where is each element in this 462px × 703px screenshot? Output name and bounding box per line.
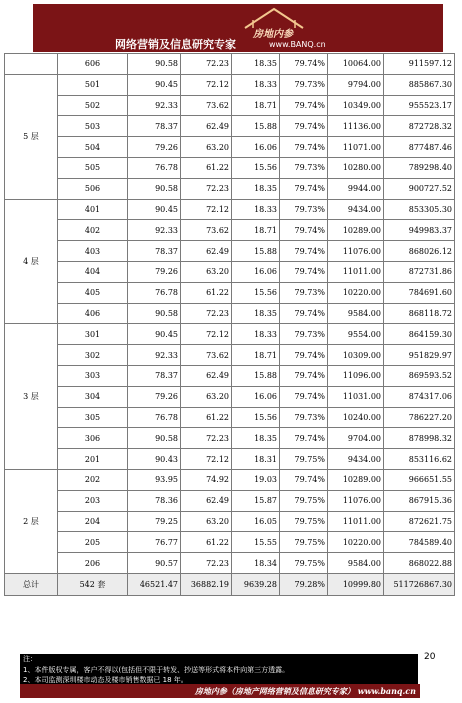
value-cell: 79.74% [280,95,328,116]
value-cell: 18.35 [232,428,280,449]
value-cell: 73.62 [181,220,232,241]
value-cell: 79.74% [280,116,328,137]
value-cell: 18.31 [232,449,280,470]
value-cell: 15.88 [232,241,280,262]
value-cell: 11071.00 [328,137,384,158]
total-value: 36882.19 [181,573,232,595]
room-cell: 203 [58,490,128,511]
value-cell: 878998.32 [384,428,455,449]
value-cell: 864159.30 [384,324,455,345]
room-cell: 404 [58,261,128,282]
value-cell: 15.88 [232,365,280,386]
room-cell: 504 [58,137,128,158]
room-cell: 401 [58,199,128,220]
value-cell: 872731.86 [384,261,455,282]
value-cell: 72.23 [181,178,232,199]
table-row [5,407,455,428]
room-cell: 306 [58,428,128,449]
brand-logo [239,6,439,50]
value-cell: 15.56 [232,157,280,178]
value-cell: 90.43 [128,449,181,470]
value-cell: 11076.00 [328,241,384,262]
value-cell: 72.23 [181,553,232,574]
value-cell: 10289.00 [328,220,384,241]
floor-cell [5,54,58,75]
value-cell: 61.22 [181,532,232,553]
value-cell: 868022.88 [384,553,455,574]
total-label: 总计 [5,573,58,595]
value-cell: 76.78 [128,407,181,428]
value-cell: 79.74% [280,345,328,366]
value-cell: 911597.12 [384,54,455,75]
notes-title: 注： [23,655,37,663]
table-row [5,74,455,95]
value-cell: 10349.00 [328,95,384,116]
value-cell: 853305.30 [384,199,455,220]
value-cell: 92.33 [128,95,181,116]
value-cell: 11011.00 [328,261,384,282]
value-cell: 16.05 [232,511,280,532]
room-cell: 303 [58,365,128,386]
value-cell: 874317.06 [384,386,455,407]
page-number: 20 [424,652,436,662]
value-cell: 79.74% [280,428,328,449]
value-cell: 79.74% [280,261,328,282]
value-cell: 16.06 [232,261,280,282]
value-cell: 72.12 [181,199,232,220]
value-cell: 15.88 [232,116,280,137]
value-cell: 79.26 [128,137,181,158]
value-cell: 15.55 [232,532,280,553]
value-cell: 79.26 [128,261,181,282]
value-cell: 9794.00 [328,74,384,95]
room-cell: 405 [58,282,128,303]
value-cell: 10064.00 [328,54,384,75]
value-cell: 18.71 [232,95,280,116]
room-cell: 301 [58,324,128,345]
value-cell: 10280.00 [328,157,384,178]
value-cell: 18.35 [232,54,280,75]
value-cell: 885867.30 [384,74,455,95]
value-cell: 18.33 [232,324,280,345]
table-row [5,54,455,75]
value-cell: 955523.17 [384,95,455,116]
value-cell: 10220.00 [328,532,384,553]
floor-cell: 4 层 [5,199,58,324]
value-cell: 784691.60 [384,282,455,303]
value-cell: 9554.00 [328,324,384,345]
value-cell: 78.37 [128,365,181,386]
total-value: 542 套 [58,573,128,595]
room-cell: 606 [58,54,128,75]
value-cell: 72.23 [181,303,232,324]
table-row [5,490,455,511]
value-cell: 872621.75 [384,511,455,532]
header-title: 网络营销及信息研究专家 [115,38,236,51]
value-cell: 11096.00 [328,365,384,386]
total-row [5,573,455,595]
value-cell: 10240.00 [328,407,384,428]
value-cell: 15.87 [232,490,280,511]
table-row [5,386,455,407]
value-cell: 11136.00 [328,116,384,137]
floor-cell: 2 层 [5,469,58,573]
table-row [5,116,455,137]
value-cell: 15.56 [232,407,280,428]
floor-cell: 3 层 [5,324,58,470]
value-cell: 79.73% [280,407,328,428]
value-cell: 79.75% [280,511,328,532]
value-cell: 73.62 [181,95,232,116]
value-cell: 63.20 [181,511,232,532]
total-value: 10999.80 [328,573,384,595]
value-cell: 92.33 [128,220,181,241]
table-row [5,469,455,490]
value-cell: 19.03 [232,469,280,490]
value-cell: 79.26 [128,386,181,407]
value-cell: 79.74% [280,137,328,158]
value-cell: 90.45 [128,324,181,345]
page-header [33,4,443,52]
value-cell: 78.37 [128,241,181,262]
value-cell: 949983.37 [384,220,455,241]
table-row [5,282,455,303]
value-cell: 18.35 [232,178,280,199]
total-value: 46521.47 [128,573,181,595]
table-row [5,532,455,553]
value-cell: 79.74% [280,241,328,262]
value-cell: 11076.00 [328,490,384,511]
value-cell: 16.06 [232,137,280,158]
value-cell: 79.75% [280,532,328,553]
value-cell: 79.74% [280,469,328,490]
value-cell: 79.75% [280,490,328,511]
table-row [5,553,455,574]
room-cell: 503 [58,116,128,137]
value-cell: 79.73% [280,324,328,345]
value-cell: 868118.72 [384,303,455,324]
value-cell: 877487.46 [384,137,455,158]
value-cell: 72.23 [181,428,232,449]
room-cell: 202 [58,469,128,490]
value-cell: 73.62 [181,345,232,366]
value-cell: 789298.40 [384,157,455,178]
value-cell: 9584.00 [328,303,384,324]
value-cell: 18.34 [232,553,280,574]
room-cell: 305 [58,407,128,428]
table-row [5,511,455,532]
value-cell: 72.12 [181,324,232,345]
value-cell: 951829.97 [384,345,455,366]
value-cell: 11031.00 [328,386,384,407]
table-row [5,449,455,470]
room-cell: 501 [58,74,128,95]
table-row [5,365,455,386]
room-cell: 205 [58,532,128,553]
room-cell: 402 [58,220,128,241]
value-cell: 79.74% [280,178,328,199]
table-row [5,303,455,324]
value-cell: 62.49 [181,490,232,511]
room-cell: 502 [58,95,128,116]
table-row [5,324,455,345]
value-cell: 9434.00 [328,199,384,220]
value-cell: 79.25 [128,511,181,532]
room-cell: 304 [58,386,128,407]
value-cell: 853116.62 [384,449,455,470]
table-row [5,428,455,449]
value-cell: 9434.00 [328,449,384,470]
value-cell: 872728.32 [384,116,455,137]
value-cell: 61.22 [181,407,232,428]
value-cell: 867915.36 [384,490,455,511]
value-cell: 76.77 [128,532,181,553]
table-row [5,137,455,158]
value-cell: 79.74% [280,220,328,241]
value-cell: 79.74% [280,365,328,386]
value-cell: 10220.00 [328,282,384,303]
note-line-2: 2、本司监测深圳楼市动态及楼市销售数据已 18 年。 [23,676,188,684]
value-cell: 76.78 [128,157,181,178]
value-cell: 72.12 [181,449,232,470]
table-row [5,220,455,241]
table-row [5,157,455,178]
note-line-1: 1、本件版权专属，客户不得以(包括但不限于转发、抄送等形式将本件向第三方透露。 [23,665,290,674]
value-cell: 90.58 [128,428,181,449]
value-cell: 62.49 [181,365,232,386]
table-row [5,241,455,262]
value-cell: 90.45 [128,199,181,220]
value-cell: 18.71 [232,345,280,366]
value-cell: 18.35 [232,303,280,324]
value-cell: 79.75% [280,449,328,470]
page-footer: 房地内参（房地产网络营销及信息研究专家） www.banq.cn [20,684,420,698]
value-cell: 76.78 [128,282,181,303]
value-cell: 79.75% [280,553,328,574]
value-cell: 10309.00 [328,345,384,366]
value-cell: 90.45 [128,74,181,95]
room-cell: 204 [58,511,128,532]
value-cell: 61.22 [181,157,232,178]
floor-cell: 5 层 [5,74,58,199]
value-cell: 90.58 [128,178,181,199]
value-cell: 79.73% [280,282,328,303]
value-cell: 16.06 [232,386,280,407]
table-row [5,261,455,282]
value-cell: 79.74% [280,54,328,75]
value-cell: 900727.52 [384,178,455,199]
value-cell: 868026.12 [384,241,455,262]
value-cell: 78.36 [128,490,181,511]
value-cell: 966651.55 [384,469,455,490]
value-cell: 10289.00 [328,469,384,490]
table-row [5,178,455,199]
logo-text: 房地内参 [253,29,293,40]
value-cell: 72.12 [181,74,232,95]
value-cell: 62.49 [181,241,232,262]
value-cell: 9584.00 [328,553,384,574]
total-value: 511726867.30 [384,573,455,595]
total-value: 9639.28 [232,573,280,595]
value-cell: 9704.00 [328,428,384,449]
value-cell: 786227.20 [384,407,455,428]
room-cell: 505 [58,157,128,178]
room-cell: 406 [58,303,128,324]
value-cell: 61.22 [181,282,232,303]
value-cell: 74.92 [181,469,232,490]
value-cell: 93.95 [128,469,181,490]
value-cell: 62.49 [181,116,232,137]
value-cell: 90.58 [128,54,181,75]
value-cell: 78.37 [128,116,181,137]
value-cell: 92.33 [128,345,181,366]
table-row [5,95,455,116]
room-cell: 201 [58,449,128,470]
value-cell: 79.73% [280,157,328,178]
value-cell: 15.56 [232,282,280,303]
value-cell: 79.73% [280,199,328,220]
logo-url: www.BANQ.cn [269,40,326,49]
value-cell: 90.57 [128,553,181,574]
value-cell: 784589.40 [384,532,455,553]
value-cell: 63.20 [181,137,232,158]
table-row [5,345,455,366]
value-cell: 90.58 [128,303,181,324]
total-value: 79.28% [280,573,328,595]
value-cell: 18.33 [232,199,280,220]
room-cell: 506 [58,178,128,199]
room-cell: 302 [58,345,128,366]
value-cell: 18.71 [232,220,280,241]
value-cell: 18.33 [232,74,280,95]
value-cell: 63.20 [181,261,232,282]
room-cell: 206 [58,553,128,574]
value-cell: 9944.00 [328,178,384,199]
value-cell: 79.73% [280,74,328,95]
value-cell: 11011.00 [328,511,384,532]
value-cell: 63.20 [181,386,232,407]
table-row [5,199,455,220]
value-cell: 79.74% [280,303,328,324]
value-cell: 79.74% [280,386,328,407]
room-cell: 403 [58,241,128,262]
value-cell: 869593.52 [384,365,455,386]
sales-table [4,53,455,596]
value-cell: 72.23 [181,54,232,75]
